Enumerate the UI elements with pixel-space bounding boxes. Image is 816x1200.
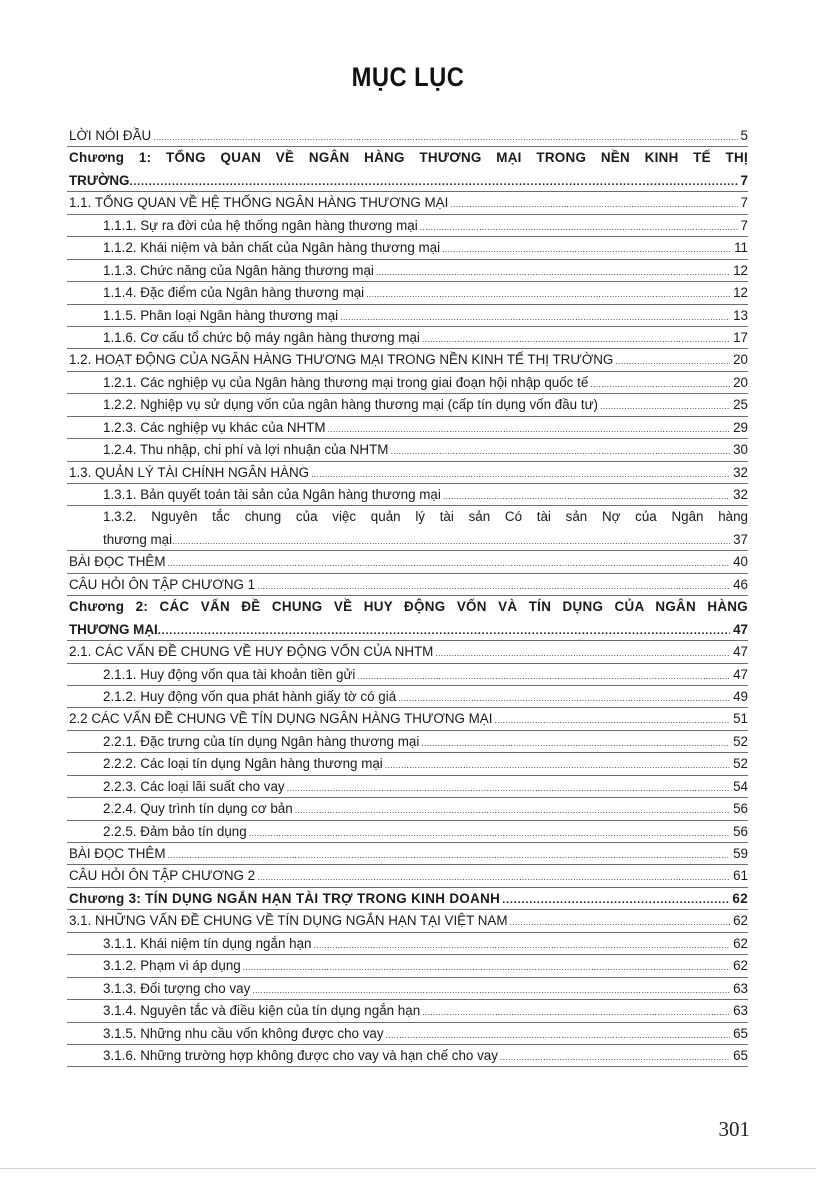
toc-row (67, 349, 748, 371)
toc-page-number: 65 (733, 1025, 748, 1041)
toc-row (67, 237, 748, 259)
dot-leader (313, 934, 730, 956)
toc-row (67, 1023, 748, 1045)
toc-row (67, 664, 748, 686)
toc-entry[interactable] (67, 574, 748, 596)
dot-leader (615, 350, 730, 372)
toc-page-number: 52 (733, 733, 748, 749)
toc-entry-title: 2.2.2. Các loại tín dụng Ngân hàng thương mại (103, 756, 383, 772)
dot-leader (442, 238, 731, 260)
bottom-rule (0, 1168, 816, 1169)
toc-entry-title: 1.2.1. Các nghiệp vụ của Ngân hàng thương mại trong giai đoạn hội nhập quốc tế (103, 374, 589, 390)
dot-leader (385, 754, 730, 776)
toc-row (67, 372, 748, 394)
dot-leader (295, 799, 730, 821)
dot-leader (129, 171, 737, 193)
toc-page-number: 52 (733, 756, 748, 772)
toc-page-number: 47 (733, 644, 748, 660)
toc-entry-title: BÀI ĐỌC THÊM (69, 554, 166, 570)
toc-entry-title: LỜI NÓI ĐẦU (69, 128, 152, 143)
toc-row (67, 708, 748, 730)
toc-row (67, 394, 748, 416)
toc-entry-title: 1.2.4. Thu nhập, chi phí và lợi nhuận của NHTM (103, 442, 389, 458)
toc-entry[interactable] (67, 260, 748, 282)
toc-row (67, 731, 748, 753)
dot-leader (252, 979, 730, 1001)
toc-page-number: 47 (733, 666, 748, 682)
toc-page-number: 25 (733, 397, 748, 413)
toc-page-number: 20 (733, 352, 748, 368)
toc-entry-title: 1.1.3. Chức năng của Ngân hàng thương mại (103, 262, 374, 278)
toc-chapter-entry[interactable] (67, 888, 748, 910)
dot-leader (500, 1046, 730, 1068)
toc-row (67, 551, 748, 573)
toc-row (67, 1045, 748, 1067)
toc-entry[interactable] (67, 192, 748, 214)
toc-entry[interactable] (67, 664, 748, 686)
toc-row (67, 305, 748, 327)
toc-entry-title: 2.1.2. Huy động vốn qua phát hành giấy tờ có giá (103, 688, 397, 704)
toc-page-number: 11 (734, 240, 748, 256)
dot-leader (257, 866, 730, 888)
dot-leader (243, 956, 730, 978)
toc-entry-title: 1.1.5. Phân loại Ngân hàng thương mại (103, 307, 339, 323)
toc-page-number: 32 (733, 464, 748, 480)
toc-page-number: 61 (733, 868, 748, 884)
toc-page-number: 59 (733, 846, 748, 862)
toc-entry-title: 2.2.1. Đặc trưng của tín dụng Ngân hàng thương mại (103, 733, 420, 749)
dot-leader (366, 283, 730, 305)
toc-entry[interactable] (67, 439, 748, 461)
toc-row (67, 641, 748, 663)
dot-leader (421, 732, 730, 754)
toc-row (67, 978, 748, 1000)
toc-entry[interactable] (67, 798, 748, 820)
toc-row (67, 888, 748, 910)
dot-leader (398, 687, 730, 709)
toc-entry[interactable] (67, 327, 748, 349)
dot-leader (422, 328, 730, 350)
toc-entry[interactable] (67, 1023, 748, 1045)
toc-row (67, 484, 748, 506)
toc-row (67, 260, 748, 282)
toc-entry-title: 2.2.5. Đảm bảo tín dụng (103, 823, 247, 839)
chapter-title-line: Chương 2: CÁC VẤN ĐỀ CHUNG VỀ HUY ĐỘNG VỐN VÀ TÍN DỤNG CỦA NGÂN HÀNG (69, 599, 748, 615)
toc-page-number: 40 (733, 554, 748, 570)
toc-row (67, 215, 748, 237)
dot-leader (172, 530, 730, 552)
toc-entry-title: 3.1.1. Khái niệm tín dụng ngắn hạn (103, 935, 312, 951)
toc-entry-title: 3.1.2. Phạm vi áp dụng (103, 958, 241, 974)
toc-page-number: 63 (733, 1003, 748, 1019)
toc-row (67, 1000, 748, 1022)
dot-leader (386, 1024, 731, 1046)
dot-leader (422, 1001, 730, 1023)
dot-leader (357, 665, 730, 687)
dot-leader (328, 418, 731, 440)
toc-entry[interactable] (67, 551, 748, 573)
toc-entry-title: 2.2 CÁC VẤN ĐỀ CHUNG VỀ TÍN DỤNG NGÂN HÀNG THƯƠNG MẠI (69, 711, 493, 727)
toc-row (67, 125, 748, 147)
toc-entry-title-end: thương mại (103, 531, 173, 547)
toc-page-number: 51 (733, 711, 748, 727)
toc-entry-title: 3.1. NHỮNG VẤN ĐỀ CHUNG VỀ TÍN DỤNG NGẮN HẠN TẠI VIỆT NAM (69, 913, 508, 929)
toc-entry[interactable] (67, 978, 748, 1000)
dot-leader (376, 261, 730, 283)
toc-row (67, 327, 748, 349)
toc-entry[interactable] (67, 349, 748, 371)
toc-entry[interactable] (67, 708, 748, 730)
toc-row (67, 865, 748, 887)
dot-leader (420, 216, 738, 238)
toc-entry[interactable] (67, 125, 748, 147)
toc-entry-title: 1.3.2. Nguyên tắc chung của việc quản lý tài sản Có tài sản Nợ của Ngân hàng (103, 509, 748, 525)
toc-row (67, 821, 748, 843)
toc-page-number: 29 (733, 419, 748, 435)
page-title: MỤC LỤC (351, 62, 465, 92)
toc-chapter-entry[interactable] (67, 596, 748, 641)
dot-leader (435, 642, 730, 664)
toc-entry-title: 2.1.1. Huy động vốn qua tài khoản tiền gửi (103, 666, 356, 682)
dot-leader (390, 440, 730, 462)
dot-leader (600, 395, 730, 417)
toc-page-number: 56 (733, 801, 748, 817)
toc-entry[interactable] (67, 776, 748, 798)
toc-page-number: 7 (740, 217, 748, 233)
toc-row (67, 417, 748, 439)
toc-page-number: 62 (732, 890, 748, 906)
toc-entry-title: 3.1.6. Những trường hợp không được cho vay và hạn chế cho vay (103, 1047, 498, 1063)
toc-entry-title: 1.1.2. Khái niệm và bản chất của Ngân hàng thương mại (103, 240, 441, 256)
toc-row (67, 753, 748, 775)
toc-page-number: 12 (733, 285, 748, 301)
toc-page-number: 5 (740, 128, 748, 143)
toc-entry[interactable] (67, 933, 748, 955)
toc-row (67, 776, 748, 798)
dot-leader (158, 620, 730, 642)
toc-entry[interactable] (67, 821, 748, 843)
toc-entry-title: CÂU HỎI ÔN TẬP CHƯƠNG 2 (69, 868, 256, 884)
dot-leader (153, 126, 737, 148)
toc-row (67, 843, 748, 865)
toc-page-number: 13 (733, 307, 748, 323)
page-number: 301 (718, 1117, 750, 1141)
toc-entry-title: 2.2.4. Quy trình tín dụng cơ bản (103, 801, 293, 817)
toc-page-number: 62 (733, 958, 748, 974)
dot-leader (510, 911, 731, 933)
toc-page-number: 32 (733, 487, 748, 503)
toc-page-number: 37 (733, 531, 748, 547)
dot-leader (450, 193, 737, 215)
table-of-contents (67, 125, 748, 1067)
toc-page-number: 17 (733, 329, 748, 345)
toc-entry-title: BÀI ĐỌC THÊM (69, 846, 166, 862)
toc-entry-title: 1.1. TỔNG QUAN VỀ HỆ THỐNG NGÂN HÀNG THƯƠNG MẠI (69, 195, 449, 211)
toc-page-number: 49 (733, 688, 748, 704)
toc-row (67, 439, 748, 461)
toc-entry-title: 1.2.3. Các nghiệp vụ khác của NHTM (103, 419, 326, 435)
toc-page-number: 7 (740, 172, 748, 188)
dot-leader (257, 575, 730, 597)
toc-row (67, 955, 748, 977)
toc-entry[interactable] (67, 1045, 748, 1067)
chapter-title-continuation (67, 170, 748, 192)
toc-page-number: 30 (733, 442, 748, 458)
toc-entry[interactable] (67, 865, 748, 887)
dot-leader (249, 822, 730, 844)
toc-page-number: 20 (733, 374, 748, 390)
toc-entry-title: 3.1.3. Đối tượng cho vay (103, 980, 251, 996)
dot-leader (167, 552, 730, 574)
toc-entry-wrapped[interactable] (67, 506, 748, 551)
toc-page-number: 65 (733, 1047, 748, 1063)
toc-entry[interactable] (67, 955, 748, 977)
toc-row (67, 910, 748, 932)
toc-page-number: 56 (733, 823, 748, 839)
toc-entry-title: 1.1.4. Đặc điểm của Ngân hàng thương mại (103, 285, 365, 301)
toc-entry[interactable] (67, 1000, 748, 1022)
toc-entry[interactable] (67, 394, 748, 416)
chapter-title: Chương 3: TÍN DỤNG NGẮN HẠN TÀI TRỢ TRONG KINH DOANH (69, 890, 501, 906)
toc-entry[interactable] (67, 641, 748, 663)
toc-page-number: 62 (733, 913, 748, 929)
toc-entry-continuation (67, 529, 748, 551)
toc-row (67, 282, 748, 304)
toc-entry[interactable] (67, 753, 748, 775)
toc-page-number: 7 (740, 195, 748, 211)
dot-leader (340, 306, 730, 328)
toc-page-number: 54 (733, 778, 748, 794)
toc-entry-title: 1.3. QUẢN LÝ TÀI CHÍNH NGÂN HÀNG (69, 464, 310, 480)
toc-entry[interactable] (67, 305, 748, 327)
toc-entry-title: 1.2. HOẠT ĐỘNG CỦA NGÂN HÀNG THƯƠNG MẠI TRONG NỀN KINH TẾ THỊ TRƯỜNG (69, 352, 614, 368)
toc-page-number: 12 (733, 262, 748, 278)
toc-entry[interactable] (67, 843, 748, 865)
toc-entry-title: 1.1.1. Sự ra đời của hệ thống ngân hàng thương mại (103, 217, 418, 233)
toc-row (67, 933, 748, 955)
dot-leader (590, 373, 730, 395)
dot-leader (287, 777, 730, 799)
toc-entry[interactable] (67, 372, 748, 394)
toc-entry-title: 1.1.6. Cơ cấu tổ chức bộ máy ngân hàng thương mại (103, 329, 420, 345)
toc-entry[interactable] (67, 910, 748, 932)
chapter-title-end: THƯƠNG MẠI (69, 621, 158, 637)
chapter-title-line: Chương 1: TỔNG QUAN VỀ NGÂN HÀNG THƯƠNG MẠI TRONG NỀN KINH TẾ THỊ (69, 150, 748, 166)
dot-leader (443, 485, 730, 507)
toc-chapter-entry[interactable] (67, 147, 748, 192)
toc-entry[interactable] (67, 686, 748, 708)
toc-entry[interactable] (67, 731, 748, 753)
toc-entry-title: 2.2.3. Các loại lãi suất cho vay (103, 778, 285, 794)
toc-page-number: 46 (733, 576, 748, 592)
toc-entry-title: 1.3.1. Bản quyết toán tài sản của Ngân hàng thương mại (103, 487, 441, 503)
toc-row (67, 798, 748, 820)
toc-entry-title: 1.2.2. Nghiệp vụ sử dụng vốn của ngân hàng thương mại (cấp tín dụng vốn đầu tư) (103, 397, 598, 413)
toc-page-number: 63 (733, 980, 748, 996)
toc-row (67, 192, 748, 214)
dot-leader (502, 889, 729, 911)
toc-row (67, 574, 748, 596)
chapter-title-end: TRƯỜNG (69, 172, 130, 188)
toc-entry[interactable] (67, 282, 748, 304)
toc-entry-title: 2.1. CÁC VẤN ĐỀ CHUNG VỀ HUY ĐỘNG VỐN CỦA NHTM (69, 644, 434, 660)
toc-row (67, 686, 748, 708)
toc-entry[interactable] (67, 215, 748, 237)
dot-leader (167, 844, 730, 866)
chapter-title-continuation (67, 619, 748, 641)
toc-entry[interactable] (67, 237, 748, 259)
toc-entry[interactable] (67, 484, 748, 506)
toc-entry-title: CÂU HỎI ÔN TẬP CHƯƠNG 1 (69, 576, 256, 592)
dot-leader (494, 709, 730, 731)
toc-row (67, 462, 748, 484)
dot-leader (311, 463, 730, 485)
toc-page-number: 62 (733, 935, 748, 951)
toc-page-number: 47 (733, 621, 748, 637)
toc-entry[interactable] (67, 417, 748, 439)
toc-entry-title: 3.1.4. Nguyên tắc và điều kiện của tín dụng ngắn hạn (103, 1003, 421, 1019)
toc-entry[interactable] (67, 462, 748, 484)
toc-entry-title: 3.1.5. Những nhu cầu vốn không được cho vay (103, 1025, 384, 1041)
